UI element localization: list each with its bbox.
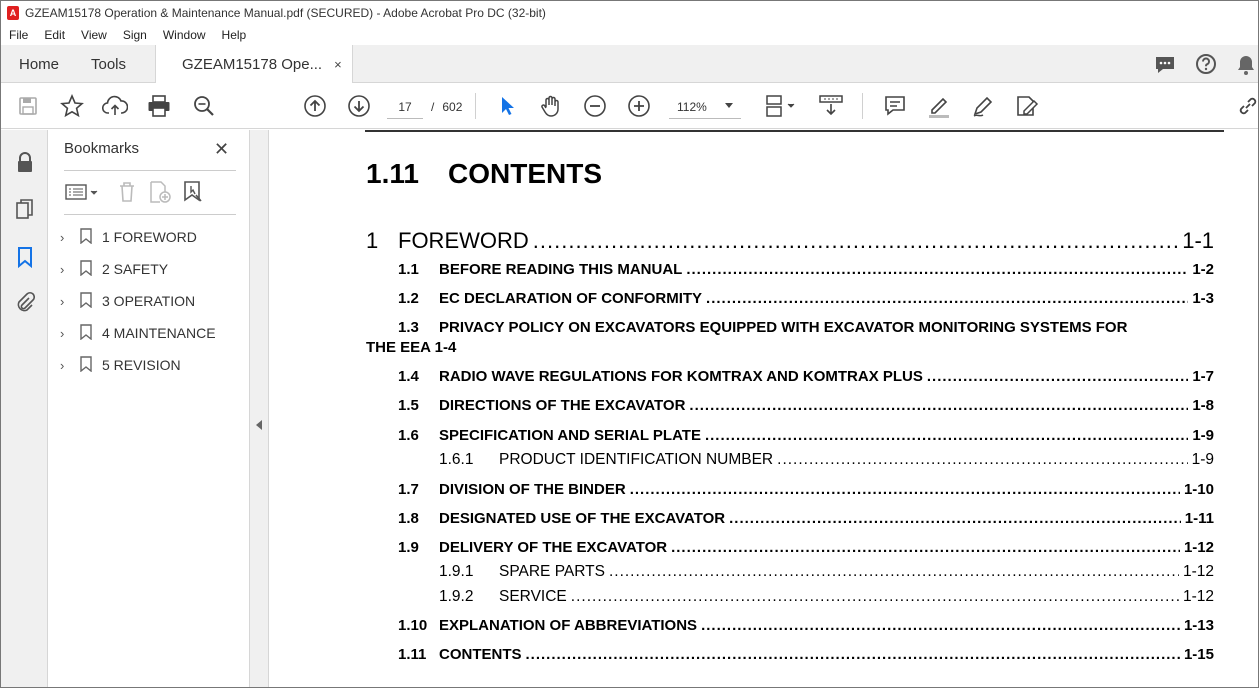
toc-entry[interactable] [366, 510, 1214, 527]
toc-number: 1 [366, 228, 379, 253]
toolbar-divider [862, 93, 863, 119]
tab-tools-label: Tools [91, 55, 127, 73]
navigation-rail [1, 130, 48, 688]
bookmark-item[interactable] [60, 257, 168, 281]
hand-tool-icon[interactable] [538, 93, 564, 119]
tab-bar [1, 45, 1258, 83]
toc-title-line1: PRIVACY POLICY ON EXCAVATORS EQUIPPED WITH EXCAVATOR MONITORING SYSTEMS FOR [439, 319, 1128, 336]
toc-title: SPECIFICATION AND SERIAL PLATE [439, 427, 701, 444]
toc-title: DIRECTIONS OF THE EXCAVATOR [439, 397, 686, 414]
bookmark-item[interactable] [60, 225, 197, 249]
tab-document-label: GZEAM15178 Ope... [182, 56, 323, 73]
toc-number: 1.6.1 [439, 451, 474, 468]
toc-title-line2: THE EEA 1-4 [366, 339, 457, 356]
tab-document[interactable] [155, 45, 353, 84]
toc-leader [609, 563, 1179, 581]
toc-title: DIVISION OF THE BINDER [439, 481, 626, 498]
main-toolbar [1, 83, 1258, 129]
tab-home-label: Home [19, 55, 60, 73]
toc-leader [706, 290, 1188, 307]
bookmark-label: 5 REVISION [102, 357, 181, 373]
comment-icon[interactable] [882, 93, 908, 119]
toc-number: 1.5 [398, 397, 419, 414]
toc-title: SERVICE [499, 588, 567, 605]
delete-bookmark-icon[interactable] [116, 180, 138, 204]
menu-help[interactable]: Help [221, 28, 247, 42]
toc-entry[interactable] [366, 617, 1214, 634]
chevron-right-icon[interactable]: › [60, 357, 65, 373]
bookmark-item[interactable] [60, 289, 195, 313]
select-cursor-icon[interactable] [494, 93, 520, 119]
toc-page: 1-7 [1192, 368, 1214, 385]
close-panel-icon[interactable]: ✕ [214, 139, 230, 159]
toc-entry[interactable] [366, 368, 1214, 385]
chevron-right-icon[interactable]: › [60, 325, 65, 341]
page-display-icon[interactable] [763, 93, 797, 119]
toc-page: 1-3 [1192, 290, 1214, 307]
toc-leader [689, 397, 1188, 414]
toc-title: BEFORE READING THIS MANUAL [439, 261, 683, 278]
toc-number: 1.9 [398, 539, 419, 556]
toc-title: DELIVERY OF THE EXCAVATOR [439, 539, 668, 556]
pdf-app-icon: A [7, 6, 19, 20]
current-page-input[interactable]: 17 [387, 95, 423, 119]
toc-entry-wrapped[interactable] [366, 318, 1226, 358]
toc-leader [927, 368, 1188, 385]
toc-title: PRODUCT IDENTIFICATION NUMBER [499, 451, 774, 468]
chevron-right-icon[interactable]: › [60, 293, 65, 309]
lock-icon[interactable] [13, 150, 37, 174]
toc-entry[interactable] [366, 646, 1214, 663]
toc-chapter[interactable] [366, 228, 1214, 254]
toc-entry[interactable] [366, 397, 1214, 414]
scroll-mode-icon[interactable] [817, 93, 845, 119]
save-icon[interactable] [15, 93, 41, 119]
toc-title: EXPLANATION OF ABBREVIATIONS [439, 617, 698, 634]
toc-page: 1-9 [1192, 427, 1214, 444]
help-icon[interactable] [1194, 52, 1218, 76]
menu-file[interactable]: File [9, 28, 29, 42]
link-icon[interactable] [1237, 93, 1259, 119]
toc-page: 1-9 [1191, 451, 1214, 468]
zoom-dropdown-arrow-icon [725, 103, 733, 108]
bookmarks-title: Bookmarks [64, 140, 140, 157]
toc-leader [701, 617, 1180, 634]
window-title: GZEAM15178 Operation & Maintenance Manual.pdf (SECURED) - Adobe Acrobat Pro DC (32-bit) [25, 6, 546, 20]
bookmark-item[interactable] [60, 321, 216, 345]
bookmark-icon [80, 356, 92, 375]
menu-sign[interactable]: Sign [122, 28, 147, 42]
zoom-out-icon[interactable] [582, 93, 608, 119]
zoom-level-select[interactable] [669, 95, 741, 119]
toc-number: 1.10 [398, 617, 428, 634]
toc-number: 1.9.1 [439, 563, 474, 580]
page-rule [365, 130, 1224, 132]
zoom-search-icon[interactable] [191, 93, 217, 119]
toc-number: 1.4 [398, 368, 419, 385]
toc-entry[interactable] [366, 481, 1214, 498]
toc-title: FOREWORD [398, 228, 529, 253]
bookmark-panel-icon[interactable] [13, 245, 37, 269]
toc-leader [777, 451, 1187, 469]
toc-leader [630, 481, 1180, 498]
zoom-in-icon[interactable] [626, 93, 652, 119]
toc-subentry[interactable] [366, 451, 1214, 469]
toc-number: 1.2 [398, 290, 419, 307]
document-viewer[interactable] [269, 130, 1258, 688]
page-title [366, 158, 602, 190]
toc-page: 1-8 [1192, 397, 1214, 414]
bookmark-label: 3 OPERATION [102, 293, 196, 309]
toc-leader [526, 646, 1180, 663]
panel-splitter[interactable] [250, 130, 269, 688]
attachment-icon[interactable] [13, 290, 37, 314]
page-navigator [387, 95, 462, 119]
toc-number: 1.8 [398, 510, 419, 527]
heading-number: 1.11 [366, 158, 419, 189]
bookmark-options-icon[interactable] [64, 180, 100, 204]
comment-bubble-icon[interactable] [1153, 53, 1177, 77]
toc-page: 1-13 [1183, 617, 1214, 634]
toc-entry[interactable] [366, 290, 1214, 307]
toc-leader [729, 510, 1181, 527]
total-pages: 602 [442, 100, 463, 114]
toc-title: CONTENTS [439, 646, 522, 663]
bookmark-icon [80, 260, 92, 279]
heading-text: CONTENTS [448, 158, 602, 189]
toc-page: 1-12 [1183, 539, 1214, 556]
toc-entry[interactable] [366, 539, 1214, 556]
toc-page: 1-10 [1183, 481, 1214, 498]
chevron-right-icon[interactable]: › [60, 229, 65, 245]
highlight-pen-icon[interactable] [926, 93, 952, 119]
toc-page: 1-1 [1182, 228, 1214, 253]
toc-number: 1.6 [398, 427, 419, 444]
tab-home[interactable] [19, 45, 59, 83]
new-bookmark-icon[interactable] [148, 180, 172, 204]
toc-subentry[interactable] [366, 588, 1214, 606]
toc-number: 1.11 [398, 646, 427, 663]
toc-leader [705, 427, 1188, 444]
previous-page-icon[interactable] [302, 93, 328, 119]
menu-window[interactable]: Window [162, 28, 206, 42]
toc-number: 1.9.2 [439, 588, 474, 605]
draw-pen-icon[interactable] [970, 93, 996, 119]
tab-close-icon[interactable]: × [334, 57, 342, 72]
bookmark-search-icon[interactable] [182, 180, 206, 204]
menu-bar [1, 25, 1258, 45]
bell-icon[interactable] [1235, 53, 1257, 77]
toc-page: 1-12 [1182, 588, 1214, 605]
next-page-icon[interactable] [346, 93, 372, 119]
toc-leader [686, 261, 1188, 278]
toc-entry[interactable] [366, 427, 1214, 444]
toolbar-divider [475, 93, 476, 119]
menu-view[interactable]: View [81, 28, 107, 42]
toc-title: RADIO WAVE REGULATIONS FOR KOMTRAX AND KOMTRAX PLUS [439, 368, 923, 385]
toc-subentry[interactable] [366, 563, 1214, 581]
print-icon[interactable] [146, 93, 172, 119]
toc-leader [571, 588, 1179, 606]
chevron-right-icon[interactable]: › [60, 261, 65, 277]
tab-tools[interactable] [91, 45, 126, 83]
bookmark-label: 1 FOREWORD [102, 229, 197, 245]
panel-divider [64, 214, 236, 215]
title-bar [1, 1, 1258, 25]
panel-divider [64, 170, 236, 171]
zoom-level-value: 112% [677, 99, 707, 114]
page-separator: / [431, 100, 435, 114]
toc-title: SPARE PARTS [499, 563, 605, 580]
toc-number: 1.3 [398, 319, 419, 336]
toc-leader [671, 539, 1180, 556]
toc-page: 1-2 [1192, 261, 1214, 278]
cloud-upload-icon[interactable] [102, 93, 128, 119]
bookmark-label: 4 MAINTENANCE [102, 325, 216, 341]
toc-page: 1-15 [1183, 646, 1214, 663]
menu-edit[interactable]: Edit [44, 28, 66, 42]
bookmark-icon [80, 228, 92, 247]
toc-title: DESIGNATED USE OF THE EXCAVATOR [439, 510, 726, 527]
toc-entry[interactable] [366, 261, 1214, 278]
toc-leader [533, 228, 1178, 254]
fill-sign-icon[interactable] [1014, 93, 1040, 119]
page-thumbnails-icon[interactable] [13, 197, 37, 221]
bookmark-icon [80, 292, 92, 311]
toc-number: 1.7 [398, 481, 419, 498]
toc-title: EC DECLARATION OF CONFORMITY [439, 290, 703, 307]
bookmarks-panel [48, 130, 250, 688]
bookmark-icon [80, 324, 92, 343]
star-icon[interactable] [59, 93, 85, 119]
toc-page: 1-12 [1182, 563, 1214, 580]
bookmark-item[interactable] [60, 353, 181, 377]
collapse-arrow-icon[interactable] [256, 420, 262, 430]
toc-number: 1.1 [398, 261, 419, 278]
bookmark-label: 2 SAFETY [102, 261, 169, 277]
toc-page: 1-11 [1184, 510, 1214, 527]
